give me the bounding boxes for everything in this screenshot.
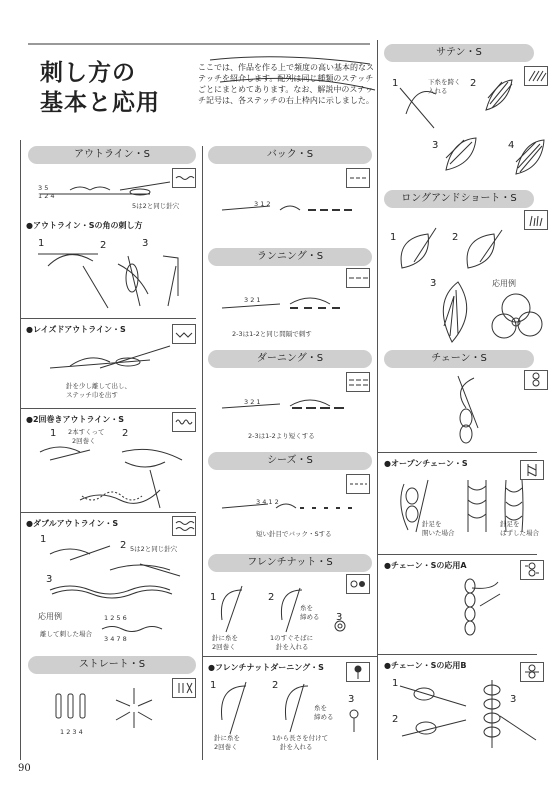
chain-b-step-2: 2 bbox=[392, 714, 399, 725]
seed-symbol-icon bbox=[346, 474, 370, 494]
twice-outline-symbol-icon bbox=[172, 412, 196, 432]
running-illustration bbox=[220, 290, 370, 320]
french-knot-note-1b: 2回巻く bbox=[212, 643, 236, 651]
french-knot-darning-step-1: 1 bbox=[210, 680, 217, 691]
back-illustration bbox=[220, 196, 370, 226]
french-knot-darning-note-3: 1から長さを付けて bbox=[272, 734, 329, 742]
twice-outline-illustration bbox=[30, 440, 190, 510]
french-knot-note-1: 針に糸を bbox=[212, 634, 238, 642]
french-knot-illustration bbox=[212, 580, 362, 640]
double-outline-title: ●ダブルアウトライン・S bbox=[26, 519, 119, 528]
twice-outline-note-2: 2回巻く bbox=[72, 437, 96, 445]
double-outline-example-nums-1: 1 2 5 6 bbox=[104, 614, 127, 622]
double-outline-example: 応用例 bbox=[38, 612, 62, 621]
french-knot-step-3: 3 bbox=[336, 612, 343, 623]
raised-outline-title: ●レイズドアウトライン・S bbox=[26, 325, 126, 334]
double-outline-step-3: 3 bbox=[46, 574, 53, 585]
back-header: バック・S bbox=[208, 146, 372, 164]
chain-b-illustration bbox=[396, 676, 546, 756]
double-outline-example-nums-2: 3 4 7 8 bbox=[104, 635, 127, 643]
long-short-example: 応用例 bbox=[492, 279, 516, 288]
open-chain-note-2: 針足を bbox=[500, 520, 520, 528]
satin-step-1: 1 bbox=[392, 78, 399, 89]
french-knot-header: フレンチナット・S bbox=[208, 554, 372, 572]
darning-header: ダーニング・S bbox=[208, 350, 372, 368]
chain-b-title: ●チェーン・Sの応用B bbox=[384, 661, 467, 670]
double-outline-note: 5は2と同じ針穴 bbox=[130, 545, 178, 553]
open-chain-note-1: 針足を bbox=[422, 520, 442, 528]
title-frame bbox=[20, 42, 378, 142]
open-chain-title: ●オープンチェーン・S bbox=[384, 459, 468, 468]
satin-step-3: 3 bbox=[432, 140, 439, 151]
outline-numbers: 3 5 1 2 4 bbox=[38, 184, 55, 200]
chain-a-symbol-icon bbox=[520, 560, 544, 580]
french-knot-darning-step-2: 2 bbox=[272, 680, 279, 691]
double-outline-symbol-icon bbox=[172, 516, 196, 536]
long-short-header: ロングアンドショート・S bbox=[384, 190, 534, 208]
chain-header: チェーン・S bbox=[384, 350, 534, 368]
title-line-1: 刺し方の bbox=[40, 60, 136, 86]
satin-note-1: 下糸を跨く bbox=[428, 78, 461, 86]
satin-note-2: 入れる bbox=[428, 87, 448, 95]
seed-header: シーズ・S bbox=[208, 452, 372, 470]
running-note: 2-3は1-2と同じ間隔で刺す bbox=[232, 330, 312, 338]
seed-numbers: 3 4 1 2 bbox=[256, 498, 279, 506]
satin-illustration bbox=[386, 74, 546, 184]
open-chain-note-1b: 開いた場合 bbox=[422, 529, 455, 537]
raised-outline-note-1: 針を少し離して出し、 bbox=[66, 382, 131, 390]
french-knot-darning-note-1: 針に糸を bbox=[214, 734, 240, 742]
double-outline-illustration bbox=[30, 540, 190, 596]
double-outline-example-illustration bbox=[100, 622, 170, 636]
open-chain-note-2b: はずした場合 bbox=[500, 529, 539, 537]
twice-outline-title: ●2回巻きアウトライン・S bbox=[26, 415, 125, 424]
outline-corner-step-2: 2 bbox=[100, 240, 107, 251]
french-knot-darning-note-3b: 針を入れる bbox=[280, 743, 313, 751]
back-symbol-icon bbox=[346, 168, 370, 188]
french-knot-darning-note-1b: 2回巻く bbox=[214, 743, 238, 751]
french-knot-darning-step-3: 3 bbox=[348, 694, 355, 705]
seed-illustration bbox=[220, 494, 370, 524]
long-short-step-1: 1 bbox=[390, 232, 397, 243]
double-outline-example-note: 離して刺した場合 bbox=[40, 630, 92, 638]
straight-symbol-icon bbox=[172, 678, 196, 698]
outline-note: 5は2と同じ針穴 bbox=[132, 202, 180, 210]
chain-a-title: ●チェーン・Sの応用A bbox=[384, 561, 467, 570]
running-symbol-icon bbox=[346, 268, 370, 288]
outline-corner-step-3: 3 bbox=[142, 238, 149, 249]
outline-corner-step-1: 1 bbox=[38, 238, 45, 249]
french-knot-darning-illustration bbox=[212, 674, 372, 740]
raised-outline-illustration bbox=[40, 340, 180, 380]
title-line-2: 基本と応用 bbox=[40, 90, 160, 116]
outline-corner-title: ●アウトライン・Sの角の刺し方 bbox=[26, 221, 143, 230]
running-header: ランニング・S bbox=[208, 248, 372, 266]
double-outline-step-1: 1 bbox=[40, 534, 47, 545]
twice-outline-note-1: 2本すくって bbox=[68, 428, 105, 436]
intro-text: ここでは、作品を作る上で頻度の高い基本的なステッチを紹介します。配列は同じ種類のステッチごとにまとめてあります。なお、解説中のステッチ記号は、各ステッチの右上枠内に示しました。 bbox=[198, 63, 374, 105]
twice-outline-step-2: 2 bbox=[122, 428, 129, 439]
raised-outline-note-2: ステッチ巾を出す bbox=[66, 391, 118, 399]
outline-corner-illustration bbox=[28, 236, 193, 316]
chain-symbol-icon bbox=[524, 370, 548, 390]
back-numbers: 3 1 2 bbox=[254, 200, 271, 208]
darning-note: 2-3は1-2より短くする bbox=[248, 432, 315, 440]
running-numbers: 3 2 1 bbox=[244, 296, 261, 304]
french-knot-step-2: 2 bbox=[268, 592, 275, 603]
page-number: 90 bbox=[18, 763, 31, 774]
french-knot-note-3b: 針を入れる bbox=[276, 643, 309, 651]
chain-b-step-1: 1 bbox=[392, 678, 399, 689]
french-knot-darning-title: ●フレンチナットダーニング・S bbox=[208, 663, 324, 672]
chain-a-illustration bbox=[450, 572, 510, 648]
double-outline-step-2: 2 bbox=[120, 540, 127, 551]
satin-step-2: 2 bbox=[470, 78, 477, 89]
twice-outline-step-1: 1 bbox=[50, 428, 57, 439]
straight-header: ストレート・S bbox=[28, 656, 196, 674]
french-knot-note-2: 糸を bbox=[300, 604, 313, 612]
darning-illustration bbox=[220, 392, 370, 422]
satin-header: サテン・S bbox=[384, 44, 534, 62]
outline-header: アウトライン・S bbox=[28, 146, 196, 164]
french-knot-note-3: 1のすぐそばに bbox=[270, 634, 314, 642]
long-short-illustration bbox=[392, 222, 552, 346]
seed-note: 短い針目でバック・Sする bbox=[256, 530, 332, 538]
long-short-step-2: 2 bbox=[452, 232, 459, 243]
darning-numbers: 3 2 1 bbox=[244, 398, 261, 406]
chain-illustration bbox=[452, 372, 512, 448]
french-knot-darning-note-2b: 締める bbox=[314, 713, 334, 721]
chain-b-step-3: 3 bbox=[510, 694, 517, 705]
long-short-step-3: 3 bbox=[430, 278, 437, 289]
satin-step-4: 4 bbox=[508, 140, 515, 151]
french-knot-darning-note-2: 糸を bbox=[314, 704, 327, 712]
straight-numbers: 1 2 3 4 bbox=[60, 728, 83, 736]
darning-symbol-icon bbox=[346, 372, 370, 392]
french-knot-step-1: 1 bbox=[210, 592, 217, 603]
french-knot-note-2b: 締める bbox=[300, 613, 320, 621]
